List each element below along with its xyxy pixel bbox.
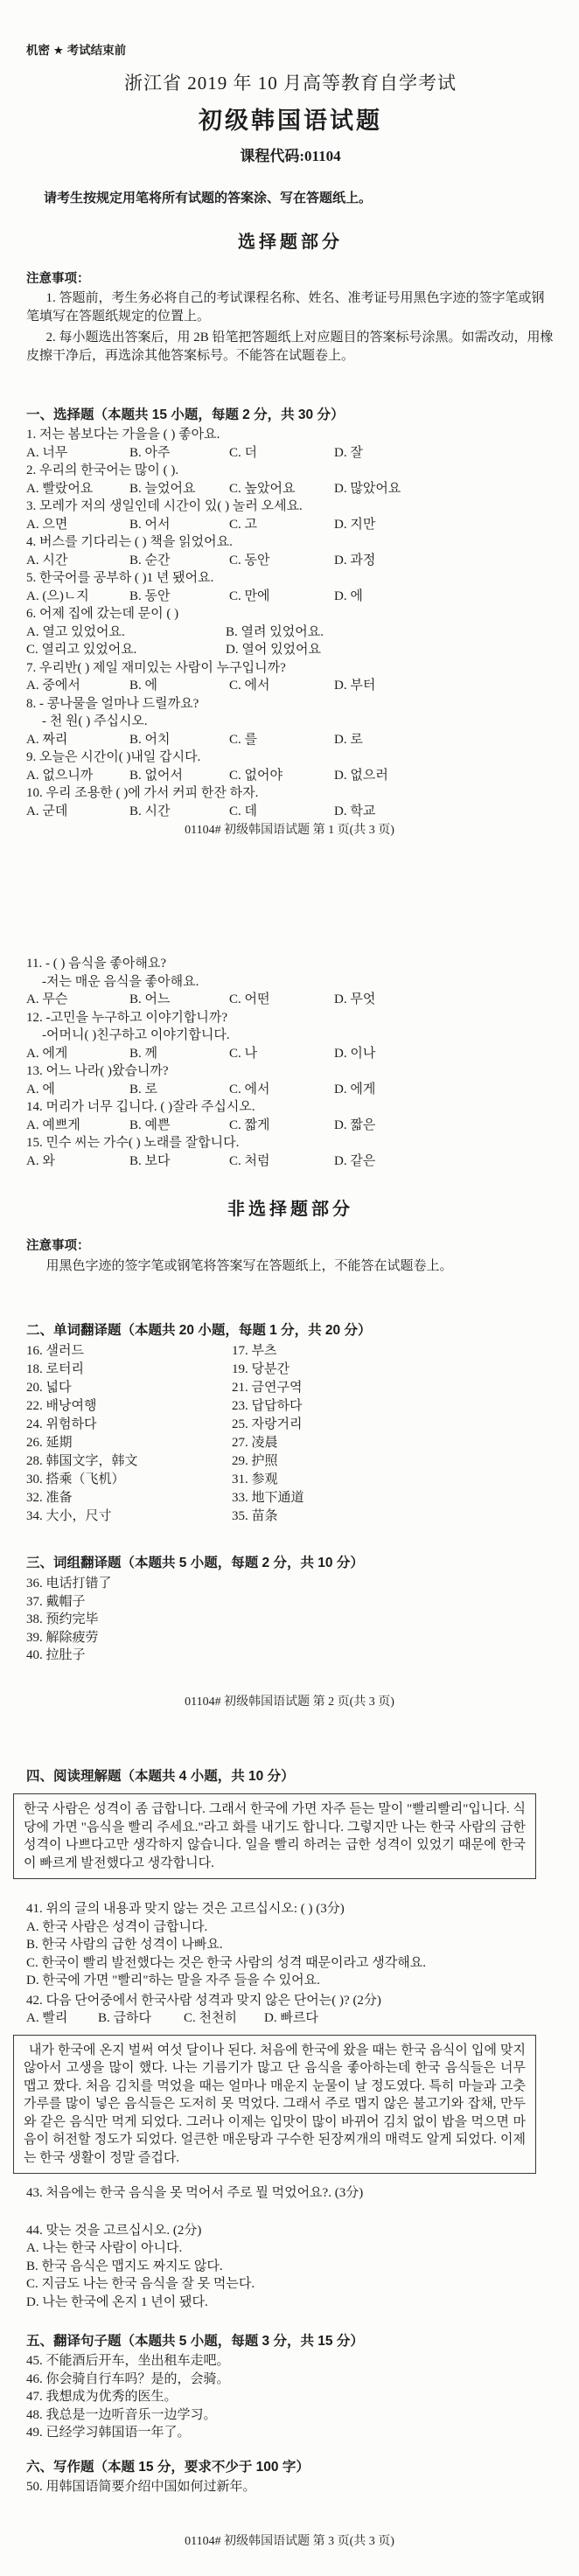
option: A. (으)ㄴ지	[26, 588, 89, 603]
non-choice-section-title: 非选择题部分	[227, 1200, 353, 1219]
question-stem: 14. 머리가 너무 깁니다. ( )잘라 주십시오.	[26, 1100, 255, 1114]
list-item: 38. 预约完毕	[26, 1612, 99, 1626]
option: C. 더	[229, 445, 257, 460]
question-stem: 3. 모레가 저의 생일인데 시간이 있( ) 놀러 오세요.	[26, 499, 303, 513]
option: B. 열려 있었어요.	[226, 624, 324, 639]
option: B. 보다	[129, 1153, 171, 1168]
options	[26, 1045, 555, 1063]
word-item: 24. 위험하다	[26, 1417, 97, 1431]
options	[26, 991, 555, 1009]
option: C. 어떤	[229, 992, 270, 1006]
list-item: 36. 电话打错了	[26, 1577, 112, 1591]
question	[26, 533, 555, 569]
question	[26, 1134, 555, 1170]
option: C. 지금도 나는 한국 음식을 잘 못 먹는다.	[26, 2277, 255, 2291]
option: D. 과정	[334, 553, 376, 567]
options	[26, 444, 555, 463]
list-item: 46. 你会骑自行车吗？是的，会骑。	[26, 2371, 230, 2386]
option: A. 너무	[26, 445, 68, 460]
word-item: 19. 당분간	[232, 1362, 290, 1376]
question	[26, 426, 555, 462]
option: A. 예쁘게	[26, 1117, 80, 1132]
page-3	[0, 1727, 579, 2576]
option: C. 처럼	[229, 1153, 270, 1168]
option: D. 부터	[334, 679, 376, 693]
notes-title: 注意事项：	[26, 1239, 90, 1253]
question-stem: 12. -고민을 누구하고 이야기합니까?	[26, 1010, 228, 1025]
question-stem: 50. 用韩国语简要介绍中国如何过新年。	[26, 2479, 256, 2494]
part1-title: 一、选择题（本题共 15 小题，每题 2 分，共 30 分）	[26, 407, 345, 422]
option: D. 지만	[334, 517, 376, 532]
question-stem: -어머니( )친구하고 이야기합니다.	[42, 1028, 230, 1042]
option: A. 에	[26, 1082, 55, 1097]
option: D. 로	[334, 732, 363, 747]
option: A. 나는 한국 사람이 아니다.	[26, 2241, 183, 2255]
question-stem: 4. 버스를 기다리는 ( ) 책을 읽었어요.	[26, 535, 233, 549]
option: C. 열리고 있었어요.	[26, 643, 137, 657]
word-item: 18. 로터리	[26, 1362, 84, 1376]
word-item: 33. 地下通道	[232, 1491, 304, 1505]
option: D. 한국에 가면 "빨리"하는 말을 자주 들을 수 있어요.	[26, 1974, 320, 1988]
option: A. 빨리	[26, 2011, 68, 2025]
option: D. 이나	[334, 1046, 376, 1061]
option: D. 열어 있었어요	[226, 643, 322, 657]
question-stem: 43. 처음에는 한국 음식을 못 먹어서 주로 뭘 먹었어요?. (3分)	[26, 2186, 364, 2200]
question-stem: 11. - ( ) 음식을 좋아해요?	[26, 957, 167, 971]
option: A. 에게	[26, 1046, 68, 1061]
classification-banner: 机密 ★ 考试结束前	[26, 44, 127, 57]
option: B. 에	[129, 679, 157, 693]
option: B. 없어서	[129, 768, 183, 783]
options	[26, 677, 555, 695]
question	[26, 605, 555, 659]
option: D. 에	[334, 588, 363, 603]
part2-title: 二、单词翻译题（本题共 20 小题，每题 1 分，共 20 分）	[26, 1323, 372, 1338]
option: A. 군데	[26, 804, 68, 818]
note-line: 2. 每小题选出答案后，用 2B 铅笔把答题纸上对应题目的答案标号涂黑。如需改动，用橡皮擦干净后，再选涂其他答案标号。不能答在试题卷上。	[26, 331, 554, 363]
option: A. 한국 사람은 성격이 급합니다.	[26, 1919, 208, 1934]
question-stem: 8. - 콩나물을 얼마나 드릴까요?	[26, 696, 199, 711]
option: B. 어느	[129, 992, 171, 1006]
word-item: 29. 护照	[232, 1454, 278, 1468]
question-stem: 42. 다음 단어중에서 한국사람 성격과 맞지 않은 단어는( )? (2分)	[26, 1993, 381, 2008]
question	[26, 784, 555, 820]
option: A. 열고 있었어요.	[26, 624, 125, 639]
sentence-translation-list	[26, 2352, 555, 2442]
options	[26, 803, 555, 821]
question-stem: 2. 우리의 한국어는 많이 ( ).	[26, 463, 179, 477]
option: A. 와	[26, 1153, 55, 1168]
part1-questions-page1	[26, 426, 555, 820]
notes-title: 注意事项：	[26, 272, 90, 286]
note-line: 1. 答题前，考生务必将自己的考试课程名称、姓名、准考证号用黑色字迹的签字笔或钢笔填写在答题纸规定的位置上。	[26, 291, 545, 324]
option: C. 한국이 빨리 발전했다는 것은 한국 사람의 성격 때문이라고 생각해요.	[26, 1955, 426, 1970]
choice-section-title: 选择题部分	[238, 233, 343, 252]
option: C. 높았어요	[229, 481, 296, 496]
option: C. 에서	[229, 679, 270, 693]
phrase-translation-list	[26, 1575, 555, 1665]
page-1-content	[0, 0, 579, 820]
page-footer: 01104# 初级韩国语试题 第 1 页(共 3 页)	[185, 824, 394, 837]
question	[26, 462, 555, 498]
word-item: 21. 금연구역	[232, 1381, 303, 1395]
word-item: 25. 자랑거리	[232, 1417, 303, 1431]
option: C. 천천히	[184, 2011, 237, 2025]
note-line: 用黑色字迹的签字笔或钢笔将答案写在答题纸上，不能答在试题卷上。	[45, 1259, 453, 1273]
option: C. 고	[229, 517, 257, 532]
option: A. 무슨	[26, 992, 68, 1006]
options	[26, 623, 555, 659]
option: B. 아주	[129, 445, 171, 460]
question-stem: 9. 오늘은 시간이( )내일 갑시다.	[26, 750, 201, 764]
option: B. 순간	[129, 553, 171, 567]
option: D. 빠르다	[264, 2011, 318, 2025]
question	[26, 695, 555, 749]
page-1	[0, 0, 579, 883]
page-footer: 01104# 初级韩国语试题 第 3 页(共 3 页)	[185, 2535, 394, 2548]
question-41-options	[26, 1918, 555, 1990]
question-stem: - 천 원( ) 주십시오.	[42, 714, 148, 728]
list-item: 39. 解除疲劳	[26, 1630, 99, 1645]
options	[26, 588, 555, 606]
question-stem: 15. 민수 씨는 가수( ) 노래를 잘합니다.	[26, 1136, 240, 1150]
option: B. 동안	[129, 588, 171, 603]
option: C. 를	[229, 732, 257, 747]
option: B. 한국 사람의 급한 성격이 나빠요.	[26, 1938, 223, 1952]
word-item: 16. 샐러드	[26, 1344, 84, 1358]
exam-title: 浙江省 2019 年 10 月高等教育自学考试	[124, 73, 457, 94]
reading-passage-1: 한국 사람은 성격이 좀 급합니다. 그래서 한국에 가면 자주 듣는 말이 "빨리빨리"입니다. 식당에 가면 "음식을 빨리 주세요."라고 화를 내기도 합니다. 그렇지만 나는 한국 사람의 급한 성격이 나쁘다고만 생각하지 않습니다. 일을 빨리 하려는 급한 성격이 있었기 때문에 한국이 빠르게 발전했다고 생각합니다.	[13, 1793, 536, 1879]
option: B. 예쁜	[129, 1117, 171, 1132]
option: B. 한국 음식은 맵지도 짜지도 않다.	[26, 2259, 223, 2273]
options	[26, 1081, 555, 1099]
option: D. 에게	[334, 1082, 376, 1097]
option: D. 나는 한국에 온지 1 년이 됐다.	[26, 2294, 208, 2309]
options	[26, 731, 555, 749]
option: C. 없어야	[229, 768, 283, 783]
word-item: 17. 부츠	[232, 1344, 277, 1358]
options	[26, 1117, 555, 1135]
options	[26, 1152, 555, 1171]
word-item: 31. 参观	[232, 1472, 278, 1486]
question-stem: 5. 한국어를 공부하 ( )1 년 됐어요.	[26, 571, 214, 585]
question-stem: 41. 위의 글의 내용과 맞지 않는 것은 고르십시오: ( ) (3分)	[26, 1902, 345, 1916]
part3-title: 三、词组翻译题（本题共 5 小题，每题 2 分，共 10 分）	[26, 1556, 364, 1570]
question	[26, 659, 555, 695]
word-item: 32. 准备	[26, 1491, 73, 1505]
option: B. 께	[129, 1046, 157, 1061]
word-item: 26. 延期	[26, 1436, 73, 1450]
option: A. 짜리	[26, 732, 68, 747]
question	[26, 748, 555, 784]
question-stem: -저는 매운 음식을 좋아해요.	[42, 974, 199, 989]
list-item: 47. 我想成为优秀的医生。	[26, 2390, 178, 2404]
option: C. 짧게	[229, 1117, 270, 1132]
word-item: 35. 苗条	[232, 1509, 278, 1523]
word-item: 28. 韩国文字，韩文	[26, 1454, 138, 1468]
list-item: 37. 戴帽子	[26, 1594, 86, 1609]
question	[26, 569, 555, 605]
question-stem: 44. 맞는 것을 고르십시오. (2分)	[26, 2223, 202, 2238]
question-stem: 7. 우리반( ) 제일 재미있는 사람이 누구입니까?	[26, 660, 286, 675]
question	[26, 1098, 555, 1134]
course-code: 课程代码:01104	[240, 148, 341, 164]
part1-questions-page2	[26, 955, 555, 1170]
question-stem: 13. 어느 나라( )왔습니까?	[26, 1064, 169, 1078]
question-44-options	[26, 2239, 555, 2311]
word-item: 27. 凌晨	[232, 1436, 278, 1450]
option: B. 급하다	[98, 2011, 151, 2025]
option: D. 같은	[334, 1153, 376, 1168]
option: D. 없으러	[334, 768, 388, 783]
page-3-content	[0, 1727, 579, 2496]
option: C. 에서	[229, 1082, 270, 1097]
option: D. 무엇	[334, 992, 376, 1006]
reading-passage-2: 내가 한국에 온지 벌써 여섯 달이나 된다. 처음에 한국에 왔을 때는 한국 음식이 입에 맞지 않아서 고생을 많이 했다. 나는 기름기가 많고 단 음식을 좋아하는데 한국 음식들은 너무 맵고 짰다. 처음 김치를 먹었을 때는 얼마나 매운지 눈물이 날 정도였다. 특히 마늘과 고춧가루를 많이 넣은 음식들은 도저히 못 먹었다. 그래서 주로 맵지 않은 불고기와 잡채, 만두와 같은 음식만 먹게 되었다. 그러나 이제는 입맛이 많이 바뀌어 김치 없이 밥을 먹으면 마음이 허전할 정도가 되었다. 얼큰한 매운탕과 구수한 된장찌개의 매력도 알게 되었다. 이제는 한국 생활이 정말 즐겁다.	[13, 2035, 536, 2175]
option: A. 없으니까	[26, 768, 94, 783]
list-item: 45. 不能酒后开车，坐出租车走吧。	[26, 2354, 230, 2368]
word-item: 22. 배낭여행	[26, 1399, 97, 1413]
options	[26, 480, 555, 498]
word-item: 30. 搭乘（飞机）	[26, 1472, 125, 1486]
options	[26, 767, 555, 785]
question	[26, 498, 555, 533]
option: A. 시간	[26, 553, 68, 567]
option: D. 학교	[334, 804, 376, 818]
option: B. 로	[129, 1082, 157, 1097]
part4-title: 四、阅读理解题（本题共 4 小题，共 10 分）	[26, 1769, 295, 1784]
option: D. 많았어요	[334, 481, 401, 496]
part6-title: 六、写作题（本题 15 分，要求不少于 100 字）	[26, 2459, 310, 2475]
question-stem: 10. 우리 조용한 ( )에 가서 커피 한잔 하자.	[26, 786, 259, 800]
page-2-content	[0, 883, 579, 1665]
option: C. 데	[229, 804, 257, 818]
answer-instruction: 请考生按规定用笔将所有试题的答案涂、写在答题纸上。	[44, 191, 373, 205]
option: A. 빨랐어요	[26, 481, 94, 496]
option: A. 으면	[26, 517, 68, 532]
question-stem: 1. 저는 봄보다는 가을을 ( ) 좋아요.	[26, 428, 220, 442]
option: C. 나	[229, 1046, 257, 1061]
option: C. 만에	[229, 588, 270, 603]
option: A. 중에서	[26, 679, 80, 693]
page-2	[0, 883, 579, 1727]
list-item: 48. 我总是一边听音乐一边学习。	[26, 2407, 217, 2422]
list-item: 40. 拉肚子	[26, 1648, 86, 1662]
question-stem: 6. 어제 집에 갔는데 문이 ( )	[26, 607, 179, 621]
option: B. 어치	[129, 732, 171, 747]
option: C. 동안	[229, 553, 270, 567]
option: B. 시간	[129, 804, 171, 818]
option: B. 늘었어요	[129, 481, 196, 496]
option: D. 짧은	[334, 1117, 376, 1132]
word-item: 20. 넓다	[26, 1381, 72, 1395]
question	[26, 1009, 555, 1063]
word-translation-grid	[26, 1342, 555, 1526]
option: D. 잘	[334, 445, 363, 460]
word-item: 34. 大小，尺寸	[26, 1509, 112, 1523]
options	[26, 552, 555, 570]
option: B. 어서	[129, 517, 171, 532]
list-item: 49. 已经学习韩国语一年了。	[26, 2426, 191, 2440]
question	[26, 1062, 555, 1098]
page-footer: 01104# 初级韩国语试题 第 2 页(共 3 页)	[185, 1695, 394, 1709]
question-42-options	[26, 2009, 555, 2028]
part5-title: 五、翻译句子题（本题共 5 小题，每题 3 分，共 15 分）	[26, 2334, 364, 2349]
options	[26, 516, 555, 534]
question	[26, 955, 555, 1009]
word-item: 23. 답답하다	[232, 1399, 303, 1413]
paper-title: 初级韩国语试题	[199, 108, 382, 134]
